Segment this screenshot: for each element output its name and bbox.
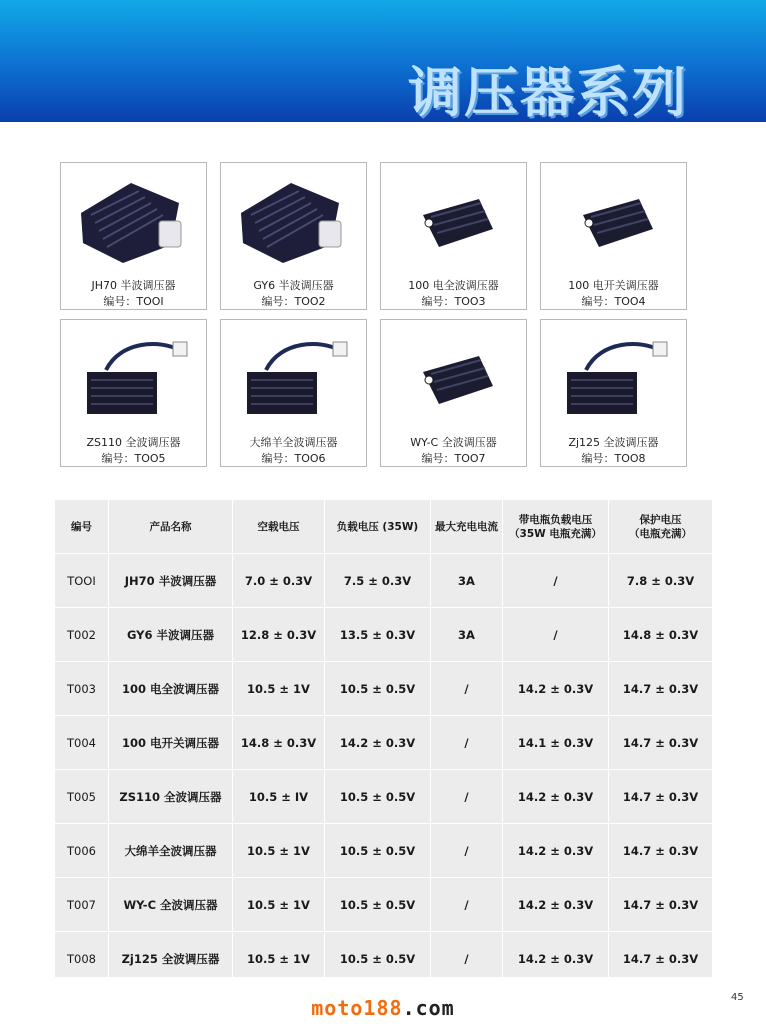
product-name: 大绵羊全波调压器 — [249, 436, 338, 449]
table-cell: 3A — [431, 608, 503, 662]
spec-table — [54, 499, 713, 986]
table-cell: GY6 半波调压器 — [109, 608, 233, 662]
table-cell: T008 — [55, 932, 109, 986]
table-row — [55, 824, 713, 878]
table-cell: 14.2 ± 0.3V — [503, 770, 609, 824]
product-code: 编号：TOO4 — [581, 295, 646, 308]
table-cell: 10.5 ± 1V — [233, 878, 325, 932]
table-cell: 14.2 ± 0.3V — [503, 878, 609, 932]
table-cell: T005 — [55, 770, 109, 824]
product-name: ZS110 全波调压器 — [86, 436, 181, 449]
table-cell: 10.5 ± 0.5V — [325, 932, 431, 986]
table-cell: 14.7 ± 0.3V — [609, 770, 713, 824]
table-cell: 10.5 ± 1V — [233, 824, 325, 878]
table-row — [55, 716, 713, 770]
page-number: 45 — [731, 992, 744, 1003]
table-header-cell — [109, 500, 233, 554]
product-card — [60, 319, 207, 467]
table-cell: 13.5 ± 0.3V — [325, 608, 431, 662]
table-cell: 14.2 ± 0.3V — [503, 824, 609, 878]
table-cell: 100 电开关调压器 — [109, 716, 233, 770]
product-code: 编号：TOO5 — [101, 452, 166, 465]
table-row — [55, 608, 713, 662]
spec-table-container — [54, 499, 712, 977]
table-cell: 14.2 ± 0.3V — [503, 662, 609, 716]
product-code: 编号：TOO3 — [421, 295, 486, 308]
table-header-cell — [233, 500, 325, 554]
table-cell: 14.7 ± 0.3V — [609, 932, 713, 986]
table-cell: 14.7 ± 0.3V — [609, 824, 713, 878]
table-cell: 10.5 ± 0.5V — [325, 662, 431, 716]
product-name: JH70 半波调压器 — [91, 279, 176, 292]
table-cell: Zj125 全波调压器 — [109, 932, 233, 986]
table-cell: / — [431, 770, 503, 824]
product-code: 编号：TOO7 — [421, 452, 486, 465]
regulator-cable-icon — [541, 320, 686, 432]
table-header-text: 编号 — [71, 520, 92, 533]
table-row — [55, 554, 713, 608]
website-name: moto188 — [311, 996, 403, 1020]
table-cell: 12.8 ± 0.3V — [233, 608, 325, 662]
table-cell: 14.2 ± 0.3V — [503, 932, 609, 986]
product-name: Zj125 全波调压器 — [568, 436, 659, 449]
table-cell: T006 — [55, 824, 109, 878]
table-header-text: 带电瓶负载电压 — [518, 513, 593, 526]
table-header-text: 产品名称 — [149, 520, 192, 533]
regulator-flat-icon — [381, 320, 526, 432]
table-row — [55, 878, 713, 932]
regulator-horizontal-icon — [221, 163, 366, 275]
product-name: GY6 半波调压器 — [253, 279, 334, 292]
table-cell: 14.7 ± 0.3V — [609, 716, 713, 770]
product-name: 100 电开关调压器 — [568, 279, 659, 292]
table-cell: 10.5 ± 0.5V — [325, 770, 431, 824]
table-cell: / — [431, 716, 503, 770]
table-cell: / — [431, 662, 503, 716]
table-cell: 大绵羊全波调压器 — [109, 824, 233, 878]
product-card — [60, 162, 207, 310]
product-card — [220, 319, 367, 467]
table-cell: / — [431, 932, 503, 986]
table-cell: 14.8 ± 0.3V — [609, 608, 713, 662]
table-cell: 7.5 ± 0.3V — [325, 554, 431, 608]
table-cell: 14.8 ± 0.3V — [233, 716, 325, 770]
table-header-text: 负载电压 (35W) — [336, 520, 419, 533]
table-header-cell — [325, 500, 431, 554]
table-cell: T007 — [55, 878, 109, 932]
product-card — [380, 319, 527, 467]
website-url[interactable] — [0, 996, 766, 1020]
table-cell: T002 — [55, 608, 109, 662]
table-header-cell — [503, 500, 609, 554]
table-cell: T003 — [55, 662, 109, 716]
table-cell: / — [503, 608, 609, 662]
table-cell: 10.5 ± 1V — [233, 932, 325, 986]
table-cell: 7.0 ± 0.3V — [233, 554, 325, 608]
table-row — [55, 662, 713, 716]
product-code: 编号：TOO2 — [261, 295, 326, 308]
regulator-cable-icon — [221, 320, 366, 432]
table-header-text: （35W 电瓶充满） — [509, 527, 602, 540]
table-row — [55, 770, 713, 824]
table-cell: / — [503, 554, 609, 608]
product-name: WY-C 全波调压器 — [410, 436, 497, 449]
product-card — [220, 162, 367, 310]
table-row — [55, 932, 713, 986]
product-name: 100 电全波调压器 — [408, 279, 499, 292]
table-header-text: （电瓶充满） — [629, 527, 692, 540]
table-cell: JH70 半波调压器 — [109, 554, 233, 608]
product-code: 编号：TOOI — [103, 295, 164, 308]
regulator-flat-icon — [541, 163, 686, 275]
table-cell: 10.5 ± IV — [233, 770, 325, 824]
page-title: 调压器系列 — [408, 61, 688, 124]
table-cell: ZS110 全波调压器 — [109, 770, 233, 824]
table-header-cell — [55, 500, 109, 554]
table-cell: 14.7 ± 0.3V — [609, 662, 713, 716]
table-cell: 10.5 ± 0.5V — [325, 878, 431, 932]
table-cell: 7.8 ± 0.3V — [609, 554, 713, 608]
table-cell: 3A — [431, 554, 503, 608]
regulator-cable-icon — [61, 320, 206, 432]
website-domain: .com — [402, 996, 455, 1020]
table-cell: 14.7 ± 0.3V — [609, 878, 713, 932]
table-header-cell — [431, 500, 503, 554]
header-band — [0, 0, 766, 122]
table-header-text: 保护电压 — [639, 513, 682, 526]
table-cell: 14.2 ± 0.3V — [325, 716, 431, 770]
table-body — [55, 554, 713, 986]
table-cell: TOOI — [55, 554, 109, 608]
table-cell: / — [431, 824, 503, 878]
table-cell: 100 电全波调压器 — [109, 662, 233, 716]
product-card — [380, 162, 527, 310]
table-cell: WY-C 全波调压器 — [109, 878, 233, 932]
regulator-horizontal-icon — [61, 163, 206, 275]
product-card — [540, 162, 687, 310]
product-code: 编号：TOO8 — [581, 452, 646, 465]
table-cell: 10.5 ± 1V — [233, 662, 325, 716]
table-cell: 14.1 ± 0.3V — [503, 716, 609, 770]
table-cell: 10.5 ± 0.5V — [325, 824, 431, 878]
table-cell: T004 — [55, 716, 109, 770]
table-cell: / — [431, 878, 503, 932]
product-card — [540, 319, 687, 467]
table-header-text: 最大充电电流 — [435, 520, 498, 533]
table-header-row — [55, 500, 713, 554]
table-header-cell — [609, 500, 713, 554]
product-code: 编号：TOO6 — [261, 452, 326, 465]
regulator-flat-icon — [381, 163, 526, 275]
table-header-text: 空载电压 — [257, 520, 300, 533]
